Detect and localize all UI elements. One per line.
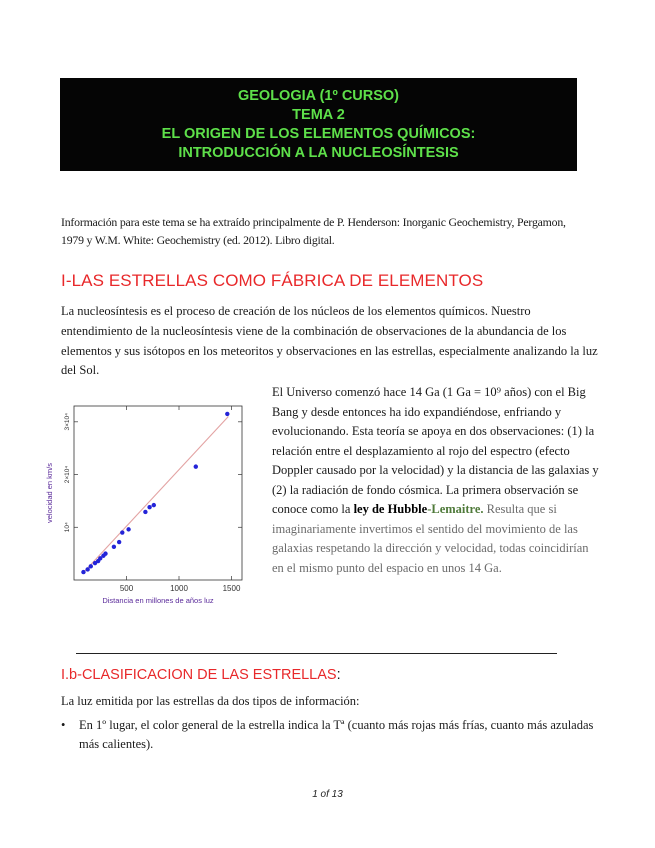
- hubble-chart: [42, 394, 252, 606]
- classification-colon: :: [336, 667, 341, 683]
- data-point: [81, 570, 85, 574]
- topic-subtitle: INTRODUCCIÓN A LA NUCLEOSÍNTESIS: [178, 144, 459, 161]
- classification-title: I.b-CLASIFICACION DE LAS ESTRELLAS: [61, 667, 337, 683]
- topic-number: TEMA 2: [292, 106, 345, 123]
- nucleosynthesis-paragraph: La nucleosíntesis es el proceso de creación de los núcleos de los elementos químicos. Nuestro entendimiento de la nucleosíntesis viene de la combinación de observaciones de la abundancia de los elementos y sus isótopos en los meteoritos y observaciones en las estrellas, especialmente analizando la luz del Sol.: [61, 304, 598, 378]
- section-heading-stars: I-LAS ESTRELLAS COMO FÁBRICA DE ELEMENTOS: [61, 271, 484, 290]
- x-tick-label: 500: [119, 584, 134, 593]
- data-point: [225, 412, 229, 416]
- x-tick-label: 1000: [170, 584, 188, 593]
- hubble-plot: [42, 394, 252, 606]
- y-tick-label: 10⁴: [64, 522, 71, 533]
- course-title: GEOLOGIA (1º CURSO): [237, 87, 400, 104]
- data-point: [120, 530, 124, 534]
- y-tick-label: 3×10⁴: [64, 413, 71, 431]
- bullet-marker: •: [61, 718, 66, 732]
- x-axis-label: Distancia en millones de años luz: [102, 596, 214, 605]
- list-item: [61, 716, 598, 754]
- universe-text-a: El Universo comenzó hace 14 Ga (1 Ga = 10⁹ años) con el Big Bang y desde entonces ha ido expandiéndose, enfriando y evolucionando. Esta teoría se apoya en dos observaciones: (1) la relación entre el desplazamiento al rojo del espectro (efecto Doppler causado por la velocidad) y la distancia de las galaxias y (2) la radiación de fondo cósmica. La primera observación se conoce como la: [272, 385, 599, 516]
- classification-intro: La luz emitida por las estrellas da dos tipos de información:: [61, 694, 360, 708]
- lemaitre: -Lemaitre.: [427, 502, 484, 516]
- section-divider: [76, 653, 557, 654]
- data-point: [85, 567, 89, 571]
- data-point: [117, 540, 121, 544]
- y-axis-label: velocidad en km/s: [45, 462, 54, 524]
- universe-paragraph: [272, 383, 602, 578]
- data-point: [126, 527, 130, 531]
- y-tick-label: 2×10⁴: [64, 465, 71, 484]
- data-point: [143, 510, 147, 514]
- data-point: [147, 505, 151, 509]
- topic-title: EL ORIGEN DE LOS ELEMENTOS QUÍMICOS:: [161, 125, 476, 142]
- page-number: 1 of 13: [312, 789, 343, 800]
- list-item-text: En 1º lugar, el color general de la estrella indica la Tª (cuanto más rojas más frías, cuanto más azuladas más calientes).: [79, 718, 594, 751]
- data-point: [194, 464, 198, 468]
- universe-text-b: Resulta que si imaginariamente invertimos el sentido del movimiento de las galaxias respetando la dirección y velocidad, todas coincidirían en el mismo punto del espacio en unos 14 Ga.: [272, 502, 589, 575]
- data-point: [103, 551, 107, 555]
- data-point: [152, 503, 156, 507]
- x-tick-label: 1500: [222, 584, 241, 593]
- data-point: [112, 545, 116, 549]
- source-note: Información para este tema se ha extraído principalmente de P. Henderson: Inorganic Geochemistry, Pergamon, 1979 y W.M. White: Geochemistry (ed. 2012). Libro digital.: [61, 215, 566, 247]
- title-box: [60, 78, 577, 171]
- hubble-law: ley de Hubble: [353, 502, 428, 516]
- data-point: [89, 564, 93, 568]
- section-heading-classification: [61, 667, 341, 683]
